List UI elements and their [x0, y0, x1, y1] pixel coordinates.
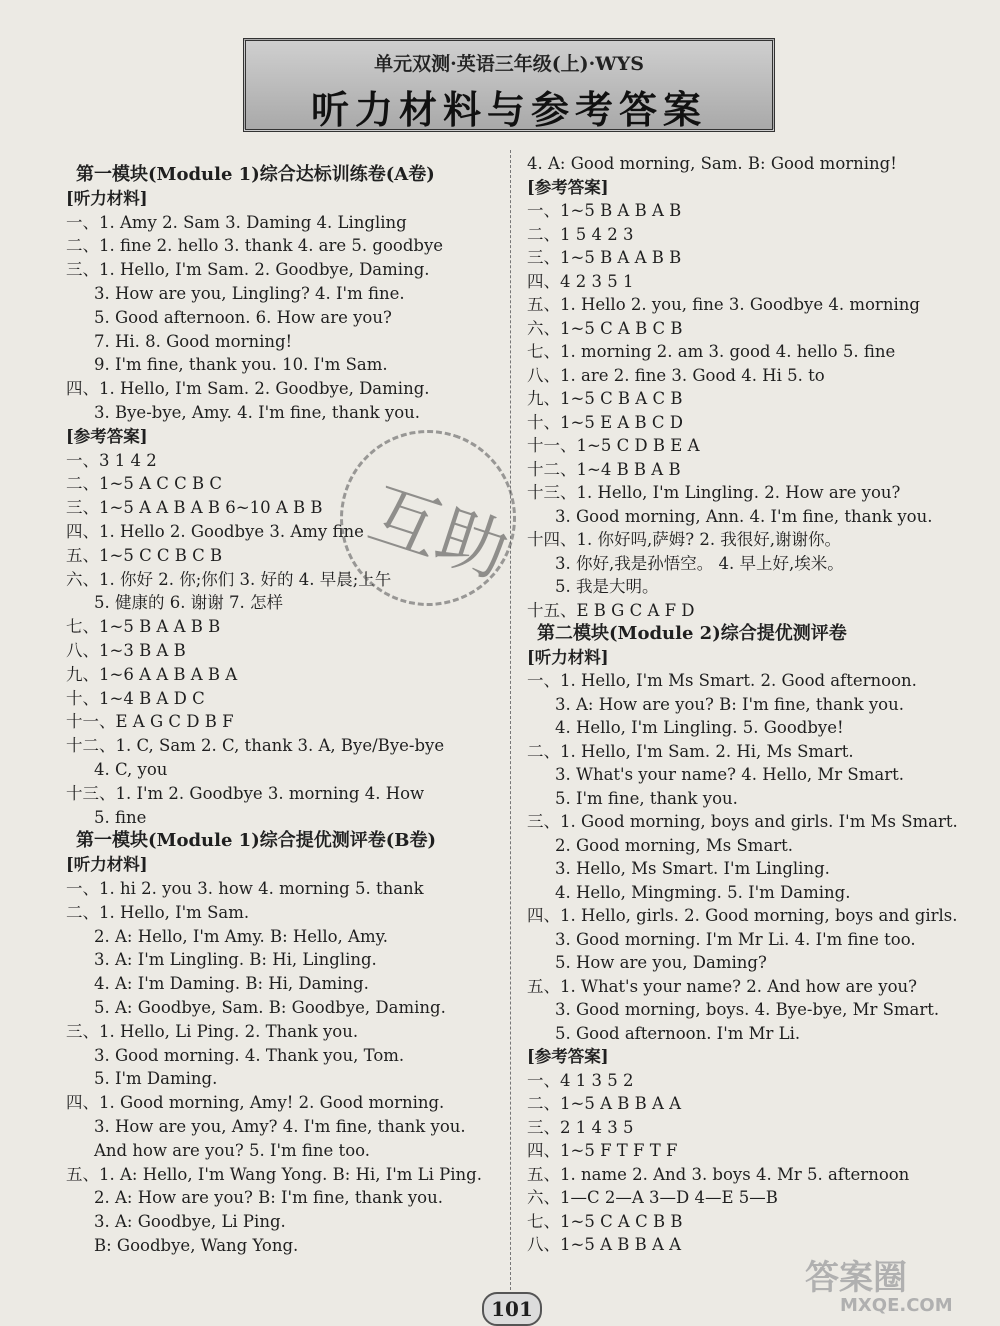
left-line: 7. Hi. 8. Good morning! — [94, 331, 293, 351]
right-line: 四、4 2 3 5 1 — [527, 271, 634, 291]
right-line: 七、1. morning 2. am 3. good 4. hello 5. fine — [527, 342, 896, 361]
left-line: 九、1~6 A A B A B A — [66, 664, 238, 684]
right-line: 5. How are you, Daming? — [555, 953, 767, 972]
right-line: 4. Hello, I'm Lingling. 5. Goodbye! — [555, 718, 844, 737]
left-line: 七、1~5 B A A B B — [66, 617, 221, 637]
right-line: 三、1. Good morning, boys and girls. I'm Ms Smart. — [527, 812, 958, 831]
right-line: 五、1. What's your name? 2. And how are you? — [527, 976, 917, 996]
left-line: B: Goodbye, Wang Yong. — [94, 1236, 299, 1255]
right-line: 三、1~5 B A A B B — [527, 248, 682, 267]
left-line: 5. 健康的 6. 谢谢 7. 怎样 — [94, 593, 283, 613]
right-line: 二、1. Hello, I'm Sam. 2. Hi, Ms Smart. — [527, 741, 854, 761]
left-line: 二、1. fine 2. hello 3. thank 4. are 5. goodbye — [66, 236, 444, 256]
right-line: 5. I'm fine, thank you. — [555, 788, 738, 808]
left-line: 十一、E A G C D B F — [66, 712, 234, 732]
right-line: 3. Good morning, Ann. 4. I'm fine, thank you. — [555, 506, 933, 526]
header-title: 听力材料与参考答案 — [310, 88, 707, 132]
right-line: 五、1. Hello 2. you, fine 3. Goodbye 4. morning — [527, 295, 920, 314]
right-line: 十二、1~4 B B A B — [527, 459, 681, 479]
right-line: [参考答案] — [527, 1047, 609, 1066]
left-line: 五、1~5 C C B C B — [66, 545, 223, 565]
left-line: 十、1~4 B A D C — [66, 688, 205, 708]
right-line: 3. 你好,我是孙悟空。 4. 早上好,埃米。 — [555, 553, 844, 573]
left-line: 4. A: I'm Daming. B: Hi, Daming. — [94, 974, 369, 994]
right-line: 四、1~5 F T F T F — [527, 1141, 678, 1160]
left-line: 四、1. Hello 2. Goodbye 3. Amy fine — [66, 522, 364, 541]
stamp-text: 互助 — [359, 472, 519, 594]
left-line: [参考答案] — [66, 426, 148, 446]
page-number: 101 — [482, 1292, 542, 1326]
left-line: 3. Good morning. 4. Thank you, Tom. — [94, 1045, 405, 1065]
right-line: 七、1~5 C A C B B — [527, 1211, 683, 1231]
left-line: 5. A: Goodbye, Sam. B: Goodbye, Daming. — [94, 998, 446, 1017]
right-line: 2. Good morning, Ms Smart. — [555, 835, 794, 855]
column-divider — [510, 150, 511, 1290]
right-line: [参考答案] — [527, 177, 609, 197]
right-line: [听力材料] — [527, 647, 609, 667]
right-line: 3. Good morning, boys. 4. Bye-bye, Mr Smart. — [555, 1000, 940, 1019]
right-line: 十四、1. 你好吗,萨姆? 2. 我很好,谢谢你。 — [527, 530, 842, 549]
right-line: 四、1. Hello, girls. 2. Good morning, boys and girls. — [527, 906, 958, 925]
right-line: 4. Hello, Mingming. 5. I'm Daming. — [555, 882, 851, 902]
right-line: 一、4 1 3 5 2 — [527, 1070, 634, 1090]
header-banner — [243, 38, 775, 132]
left-line: 一、3 1 4 2 — [66, 450, 157, 470]
left-line: 一、1. Amy 2. Sam 3. Daming 4. Lingling — [66, 212, 407, 232]
right-line: 5. 我是大明。 — [555, 577, 659, 596]
right-line: 十、1~5 E A B C D — [527, 412, 683, 432]
left-line: 五、1. A: Hello, I'm Wang Yong. B: Hi, I'm Li Ping. — [66, 1164, 482, 1184]
right-line: 二、1 5 4 2 3 — [527, 224, 634, 244]
left-line: 二、1~5 A C C B C — [66, 474, 222, 494]
watermark-url: MXQE.COM — [840, 1295, 953, 1316]
left-line: 十二、1. C, Sam 2. C, thank 3. A, Bye/Bye-bye — [66, 736, 445, 756]
right-line: 第二模块(Module 2)综合提优测评卷 — [537, 623, 847, 644]
left-line: 5. fine — [94, 807, 147, 827]
left-line: 5. I'm Daming. — [94, 1069, 218, 1089]
left-line: 4. C, you — [94, 760, 168, 779]
left-line: 5. Good afternoon. 6. How are you? — [94, 307, 392, 327]
right-line: 一、1. Hello, I'm Ms Smart. 2. Good afternoon. — [527, 671, 917, 690]
left-line: 第一模块(Module 1)综合提优测评卷(B卷) — [76, 830, 436, 852]
left-line: 三、1~5 A A B A B 6~10 A B B — [66, 498, 323, 518]
left-line: 3. Bye-bye, Amy. 4. I'm fine, thank you. — [94, 403, 421, 422]
stamp-seal — [317, 407, 539, 629]
left-line: 2. A: Hello, I'm Amy. B: Hello, Amy. — [94, 926, 388, 946]
right-line: 十三、1. Hello, I'm Lingling. 2. How are you? — [527, 483, 901, 502]
left-line: [听力材料] — [66, 188, 148, 208]
left-line: 第一模块(Module 1)综合达标训练卷(A卷) — [76, 164, 435, 185]
right-line: 十五、E B G C A F D — [527, 600, 695, 620]
left-line: 四、1. Good morning, Amy! 2. Good morning. — [66, 1093, 445, 1113]
left-line: 3. A: I'm Lingling. B: Hi, Lingling. — [94, 950, 377, 970]
left-line: 二、1. Hello, I'm Sam. — [66, 902, 250, 922]
left-line: 三、1. Hello, I'm Sam. 2. Goodbye, Daming. — [66, 260, 430, 280]
left-line: 一、1. hi 2. you 3. how 4. morning 5. thank — [66, 879, 424, 898]
left-line: 3. How are you, Amy? 4. I'm fine, thank you. — [94, 1117, 466, 1136]
left-line: 9. I'm fine, thank you. 10. I'm Sam. — [94, 355, 388, 375]
right-line: 五、1. name 2. And 3. boys 4. Mr 5. afternoon — [527, 1164, 910, 1184]
right-line: 4. A: Good morning, Sam. B: Good morning! — [527, 154, 897, 173]
right-line: 六、1~5 C A B C B — [527, 318, 683, 338]
left-line: 四、1. Hello, I'm Sam. 2. Goodbye, Daming. — [66, 379, 430, 399]
header-subtitle: 单元双测·英语三年级(上)·WYS — [374, 53, 644, 75]
right-line: 六、1—C 2—A 3—D 4—E 5—B — [527, 1188, 778, 1207]
left-line: 十三、1. I'm 2. Goodbye 3. morning 4. How — [66, 783, 425, 803]
left-line: 八、1~3 B A B — [66, 641, 186, 660]
right-line: 3. Good morning. I'm Mr Li. 4. I'm fine too. — [555, 929, 916, 949]
left-line: 3. How are you, Lingling? 4. I'm fine. — [94, 284, 405, 303]
right-line: 3. Hello, Ms Smart. I'm Lingling. — [555, 859, 830, 878]
right-line: 一、1~5 B A B A B — [527, 201, 682, 220]
right-line: 5. Good afternoon. I'm Mr Li. — [555, 1023, 801, 1043]
right-line: 3. What's your name? 4. Hello, Mr Smart. — [555, 765, 904, 784]
right-line: 二、1~5 A B B A A — [527, 1094, 682, 1113]
watermark-logo: 答案圈 — [805, 1258, 907, 1298]
right-line: 八、1~5 A B B A A — [527, 1235, 682, 1254]
left-line: 三、1. Hello, Li Ping. 2. Thank you. — [66, 1021, 359, 1041]
right-line: 3. A: How are you? B: I'm fine, thank you. — [555, 694, 904, 714]
left-line: [听力材料] — [66, 855, 148, 875]
left-line: 六、1. 你好 2. 你;你们 3. 好的 4. 早晨;上午 — [66, 569, 392, 589]
right-line: 三、2 1 4 3 5 — [527, 1117, 634, 1137]
right-line: 八、1. are 2. fine 3. Good 4. Hi 5. to — [527, 365, 825, 385]
left-line: And how are you? 5. I'm fine too. — [94, 1140, 371, 1160]
right-line: 十一、1~5 C D B E A — [527, 436, 700, 455]
right-line: 九、1~5 C B A C B — [527, 389, 683, 408]
left-line: 3. A: Goodbye, Li Ping. — [94, 1212, 286, 1232]
left-line: 2. A: How are you? B: I'm fine, thank you. — [94, 1188, 443, 1208]
